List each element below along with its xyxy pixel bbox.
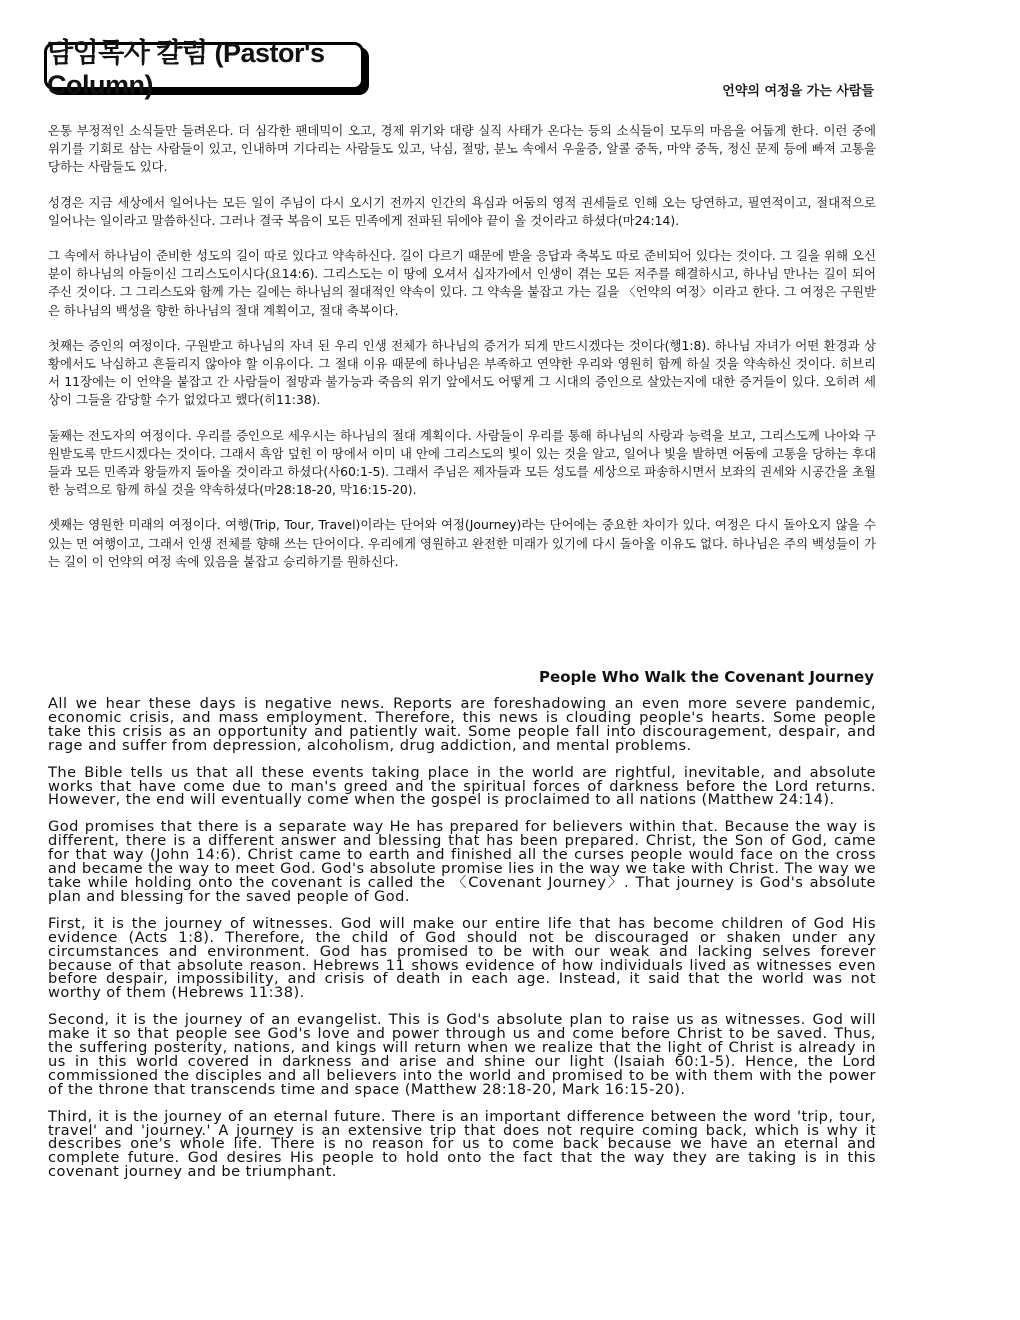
korean-paragraph: 첫째는 증인의 여정이다. 구원받고 하나님의 자녀 된 우리 인생 전체가 하나님의 증거가 되게 만드시겠다는 것이다(행1:8). 하나님 자녀가 어떤 환경과 상황에서도 낙심하고 흔들리지 않아야 할 이유이다. 그 절대 이유 때문에 하나님은 부족하고 연약한 우리와 영원히 함께 하실 것을 약속하신 것이다. 히브리서 11장에는 이 언약을 붙잡고 간 사람들이 절망과 불가능과 죽음의 위기 앞에서도 어떻게 그 시대의 증인으로 살았는지에 대한 증거들이 있다. 오히려 세상이 그들을 감당할 수가 없었다고 했다(히11:38). [48, 337, 876, 408]
english-paragraph: God promises that there is a separate way He has prepared for believers within that. Because the way is different, there is a different answer and blessing that has been prepared. Christ, the Son of God, came for that way (John 14:6). Christ came to earth and finished all the curses people would face on the cross and became the way to meet God. God's absolute promise lies in the way we take with Christ. The way we take while holding onto the covenant is called the 〈Covenant Journey〉. That journey is God's absolute plan and blessing for the saved people of God. [48, 818, 876, 905]
korean-paragraph: 둘째는 전도자의 여정이다. 우리를 증인으로 세우시는 하나님의 절대 계획이다. 사람들이 우리를 통해 하나님의 사랑과 능력을 보고, 그리스도께 나아와 구원받도록 만드시겠다는 것이다. 그래서 흑암 덮힌 이 땅에서 이미 내 안에 그리스도의 빛이 있는 것을 알고, 일어나 빛을 발하면 어둠에 고통을 당하는 후대들과 모든 민족과 왕들까지 돌아올 것이라고 하셨다(사60:1-5). 그래서 주님은 제자들과 모든 성도를 세상으로 파송하시면서 보좌의 권세와 시공간을 초월한 능력으로 함께 하실 것을 약속하셨다(마28:18-20, 막16:15-20). [48, 427, 876, 498]
english-paragraph: First, it is the journey of witnesses. God will make our entire life that has become children of God His evidence (Acts 1:8). Therefore, the child of God should not be discouraged or shaken under any circumstances and environment. God has promised to be with our weak and lacking selves forever because of that absolute reason. Hebrews 11 shows evidence of how individuals lived as witnesses even before despair, impossibility, and crisis of death in each age. Instead, it said that the world was not worthy of them (Hebrews 11:38). [48, 914, 876, 1002]
column-title-badge: 담임목사 칼럼 (Pastor's Column) [44, 42, 364, 90]
english-paragraph: All we hear these days is negative news. Reports are foreshadowing an even more severe pandemic, economic crisis, and mass employment. Therefore, this news is clouding people's hearts. Some people take this crisis as an opportunity and patiently wait. Some people fall into discouragement, despair, and rage and suffer from depression, alcoholism, drug addiction, and mental problems. [48, 695, 876, 754]
korean-paragraph: 온통 부정적인 소식들만 들려온다. 더 심각한 팬데믹이 오고, 경제 위기와 대량 실직 사태가 온다는 등의 소식들이 모두의 마음을 어둡게 한다. 이런 중에 위기를 기회로 삼는 사람들이 있고, 인내하며 기다리는 사람들도 있고, 낙심, 절망, 분노 속에서 우울증, 알콜 중독, 마약 중독, 정신 문제 등에 빠져 고통을 당하는 사람들도 있다. [48, 123, 876, 175]
english-article-body [48, 697, 876, 1192]
korean-paragraph: 성경은 지금 세상에서 일어나는 모든 일이 주님이 다시 오시기 전까지 인간의 욕심과 어둠의 영적 권세들로 인해 오는 당연하고, 필연적이고, 절대적으로 일어나는 일이라고 말씀하신다. 그러나 결국 복음이 모든 민족에게 전파된 뒤에야 끝이 올 것이라고 하셨다(마24:14). [48, 194, 876, 228]
korean-article-title: 언약의 여정을 가는 사람들 [722, 84, 874, 99]
korean-article-body [48, 122, 876, 588]
english-paragraph: Third, it is the journey of an eternal future. There is an important difference between the word 'trip, tour, travel' and 'journey.' A journey is an extensive trip that does not require coming back, which is why it describes one's whole life. There is no reason for us to come back because we have an eternal and complete future. God desires His people to hold onto the fact that the way they are taking is in this covenant journey and be triumphant. [48, 1107, 876, 1181]
korean-paragraph: 그 속에서 하나님이 준비한 성도의 길이 따로 있다고 약속하신다. 길이 다르기 때문에 받을 응답과 축복도 따로 준비되어 있다는 것이다. 그 길을 위해 오신 분이 하나님의 아들이신 그리스도이시다(요14:6). 그리스도는 이 땅에 오셔서 십자가에서 인생이 겪는 모든 저주를 해결하시고, 하나님 만나는 길이 되어주신 것이다. 그 그리스도와 함께 가는 길에는 하나님의 절대적인 약속이 있다. 그 약속을 붙잡고 가는 길을 〈언약의 여정〉이라고 한다. 그 여정은 구원받은 하나님의 백성을 향한 하나님의 절대 계획이고, 절대 축복이다. [48, 248, 876, 318]
english-article-title: People Who Walk the Covenant Journey [539, 668, 874, 686]
english-paragraph: Second, it is the journey of an evangelist. This is God's absolute plan to raise us as witnesses. God will make it so that people see God's love and power through us and come before Christ to be saved. Thus, the suffering posterity, nations, and kings will return when we realize that the light of Christ is already in us in this world covered in darkness and arise and shine our light (Isaiah 60:1-5). Hence, the Lord commissioned the disciples and all believers into the world and promised to be with them with the power of the throne that transcends time and space (Matthew 28:18-20, Mark 16:15-20). [48, 1011, 876, 1098]
korean-paragraph: 셋째는 영원한 미래의 여정이다. 여행(Trip, Tour, Travel)이라는 단어와 여정(Journey)라는 단어에는 중요한 차이가 있다. 여정은 다시 돌아오지 않을 수 있는 먼 여행이고, 그래서 인생 전체를 향해 쓰는 단어이다. 우리에게 영원하고 완전한 미래가 있기에 다시 돌아올 이유도 없다. 하나님은 주의 백성들이 가는 길이 이 언약의 여정 속에 있음을 붙잡고 승리하기를 원하신다. [48, 517, 876, 569]
english-paragraph: The Bible tells us that all these events taking place in the world are rightful, inevitable, and absolute works that have come due to man's greed and the spiritual forces of darkness before the Lord returns. However, the end will eventually come when the gospel is proclaimed to all nations (Matthew 24:14). [48, 763, 876, 809]
